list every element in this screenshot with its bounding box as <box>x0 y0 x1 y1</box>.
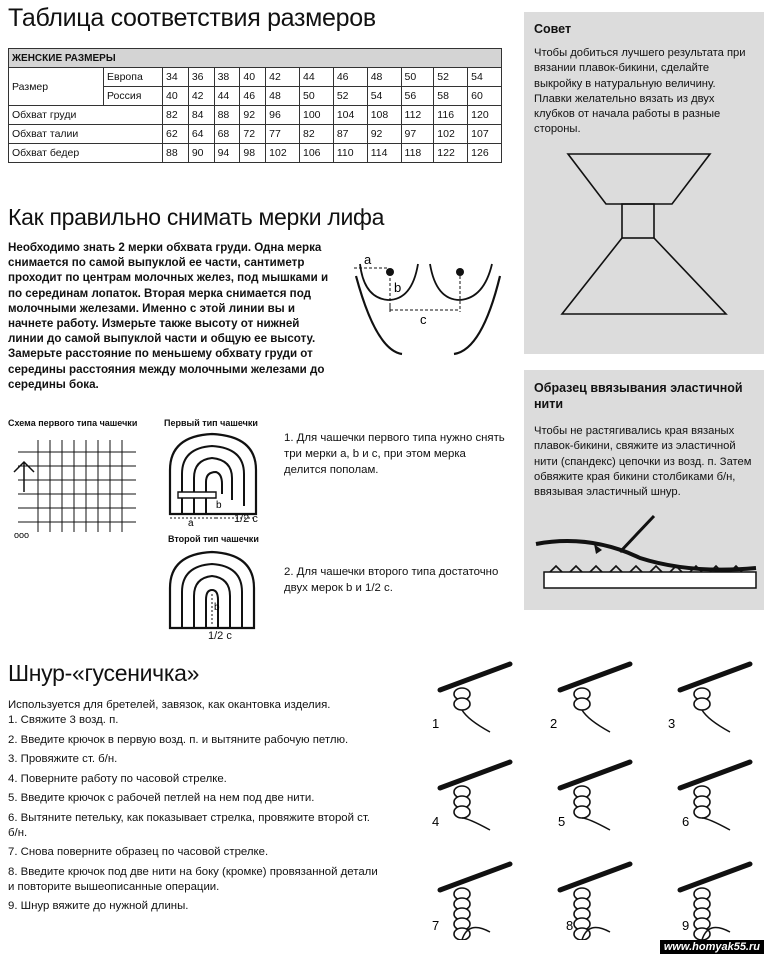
list-item: 5. Введите крючок с рабочей петлей на нем под две нити. <box>8 792 315 804</box>
cell: 46 <box>240 87 266 106</box>
figure-number: 7 <box>432 918 440 933</box>
cell: 106 <box>300 144 334 163</box>
cell: 112 <box>401 106 434 125</box>
cell: 44 <box>300 68 334 87</box>
figure-number: 9 <box>682 918 690 933</box>
cell: 102 <box>434 125 468 144</box>
cell: 52 <box>333 87 367 106</box>
size-table-title: Таблица соответствия размеров <box>8 4 376 32</box>
cell: 54 <box>468 68 502 87</box>
cell: 52 <box>434 68 468 87</box>
cell: 82 <box>163 106 189 125</box>
row-label: Европа <box>104 68 163 87</box>
cell: 40 <box>240 68 266 87</box>
cell: 88 <box>214 106 240 125</box>
cell: 90 <box>188 144 214 163</box>
label-a: a <box>364 252 372 267</box>
cord-intro-text: Используется для бретелей, завязок, как окантовка изделия. <box>8 699 331 711</box>
tip-title: Совет <box>534 22 572 36</box>
cell: 114 <box>367 144 401 163</box>
cell: 44 <box>214 87 240 106</box>
cell: 48 <box>266 87 300 106</box>
table-header-row <box>9 49 502 68</box>
cell: 40 <box>163 87 189 106</box>
cell: 54 <box>367 87 401 106</box>
elastic-box <box>524 370 764 610</box>
table-row <box>9 144 502 163</box>
cell: 42 <box>188 87 214 106</box>
crochet-step-figure <box>440 762 510 830</box>
label-c: c <box>420 312 427 327</box>
cup1-half-c: 1/2 c <box>234 513 258 525</box>
cord-steps-list <box>8 713 378 919</box>
figure-number: 5 <box>558 814 566 829</box>
figure-number: 6 <box>682 814 690 829</box>
cell: 46 <box>333 68 367 87</box>
cell: 60 <box>468 87 502 106</box>
cell: 36 <box>188 68 214 87</box>
bikini-pattern-figure <box>560 152 730 332</box>
cell: 68 <box>214 125 240 144</box>
size-label: Размер <box>9 68 104 106</box>
cell: 42 <box>266 68 300 87</box>
label-b: b <box>394 280 402 295</box>
cell: 72 <box>240 125 266 144</box>
bra-intro-text: Необходимо знать 2 мерки обхвата груди. Одна мерка снимается по самой выпуклой ее части, сантиметр проходит по центрам молочных желез, под мышками и по серединам лопаток. Вторая мерка снимается под молочными железами. Именно с этой линии вы и начнете работу. Измерьте также высоту от нижней линии до самой выпуклой части и общую ее высоту. Замерьте расстояние по меньшему обхвату груди от середины расстояния между молочными железами до середины бока. <box>8 241 329 391</box>
list-item: 7. Снова поверните образец по часовой стрелке. <box>8 846 269 858</box>
cell: 77 <box>266 125 300 144</box>
cell: 87 <box>333 125 367 144</box>
cell: 34 <box>163 68 189 87</box>
crochet-step-figure <box>680 664 750 732</box>
cell: 38 <box>214 68 240 87</box>
cell: 107 <box>468 125 502 144</box>
figure-number: 4 <box>432 814 440 829</box>
list-item: 3. Провяжите ст. б/н. <box>8 753 118 765</box>
cell: 110 <box>333 144 367 163</box>
cord-section-title: Шнур-«гусеничка» <box>8 660 200 686</box>
list-item: 8. Введите крючок под две нити на боку (кромке) провязанной детали и повторите вышеописанные операции. <box>8 865 378 893</box>
elastic-text: Чтобы не растягивались края вязаных плавок-бикини, свяжите из эластичной нити (спандекс) цепочки из возд. п. Затем обвяжите края бикини столбиками б/н, ввязывая эластичный шнур. <box>534 425 752 499</box>
cell: 50 <box>300 87 334 106</box>
cell: 126 <box>468 144 502 163</box>
cell: 96 <box>266 106 300 125</box>
cup-type-1-figure <box>160 430 270 526</box>
cup1-note: 1. Для чашечки первого типа нужно снять три мерки a, b и c, при этом мерка делится пополам. <box>284 432 505 476</box>
elastic-title: Образец ввязывания эластичной нити <box>534 381 743 411</box>
torso-measure-figure <box>342 246 510 356</box>
cell: 58 <box>434 87 468 106</box>
cell: 64 <box>188 125 214 144</box>
crochet-step-figure <box>560 762 630 830</box>
table-row <box>9 125 502 144</box>
figure-number: 3 <box>668 716 676 731</box>
cell: 84 <box>188 106 214 125</box>
cup2-note: 2. Для чашечки второго типа достаточно двух мерок b и 1/2 c. <box>284 566 499 594</box>
list-item: 9. Шнур вяжите до нужной длины. <box>8 900 189 912</box>
footer-url: www.homyak55.ru <box>660 940 764 954</box>
list-item: 4. Поверните работу по часовой стрелке. <box>8 772 227 785</box>
crochet-step-figure <box>560 664 630 732</box>
crochet-step-figure <box>680 762 750 830</box>
row-label: Обхват груди <box>9 106 163 125</box>
size-table <box>8 48 502 163</box>
row-label: Обхват бедер <box>9 144 163 163</box>
figure-number: 8 <box>566 918 574 933</box>
cell: 50 <box>401 68 434 87</box>
row-label: Обхват талии <box>9 125 163 144</box>
list-item: 1. Свяжите 3 возд. п. <box>8 714 119 726</box>
cell: 102 <box>266 144 300 163</box>
cup-type-2-figure <box>158 546 268 636</box>
list-item: 2. Введите крючок в первую возд. п. и вытяните рабочую петлю. <box>8 733 349 746</box>
cup1-label: Первый тип чашечки <box>164 418 258 428</box>
cell: 120 <box>468 106 502 125</box>
bra-section-title: Как правильно снимать мерки лифа <box>8 204 385 230</box>
cell: 100 <box>300 106 334 125</box>
svg-text:ooo: ooo <box>14 530 30 540</box>
cell: 56 <box>401 87 434 106</box>
cell: 92 <box>367 125 401 144</box>
cup2-label-b: b <box>214 602 220 613</box>
cell: 92 <box>240 106 266 125</box>
row-label: Россия <box>104 87 163 106</box>
crochet-step-figure <box>440 864 510 940</box>
cord-steps-illustration <box>410 640 766 940</box>
cell: 62 <box>163 125 189 144</box>
cell: 98 <box>240 144 266 163</box>
cell: 122 <box>434 144 468 163</box>
cell: 118 <box>401 144 434 163</box>
crochet-step-figure <box>440 664 510 732</box>
tip-box <box>524 12 764 354</box>
scheme-label: Схема первого типа чашечки <box>8 418 138 428</box>
table-row <box>9 106 502 125</box>
tip-text: Чтобы добиться лучшего результата при вязании плавок-бикини, сделайте выкройку в натуральную величину. Плавки желательно вязать из двух клубков от начала работы в разные стороны. <box>534 47 746 136</box>
cell: 97 <box>401 125 434 144</box>
elastic-crochet-figure <box>530 514 760 598</box>
figure-number: 1 <box>432 716 440 731</box>
cell: 94 <box>214 144 240 163</box>
table-header: ЖЕНСКИЕ РАЗМЕРЫ <box>9 49 502 68</box>
cup1-label-a: a <box>188 518 194 526</box>
cell: 48 <box>367 68 401 87</box>
cell: 88 <box>163 144 189 163</box>
cup2-half-c: 1/2 c <box>208 630 232 642</box>
table-row <box>9 68 502 87</box>
cell: 104 <box>333 106 367 125</box>
crochet-step-figure <box>680 864 750 940</box>
cell: 82 <box>300 125 334 144</box>
cell: 116 <box>434 106 468 125</box>
figure-number: 2 <box>550 716 558 731</box>
cell: 108 <box>367 106 401 125</box>
cup1-label-b: b <box>216 500 222 511</box>
list-item: 6. Вытяните петельку, как показывает стрелка, провяжите второй ст. б/н. <box>8 811 370 839</box>
cup-scheme-chart <box>10 432 150 540</box>
cup2-label: Второй тип чашечки <box>168 534 259 544</box>
